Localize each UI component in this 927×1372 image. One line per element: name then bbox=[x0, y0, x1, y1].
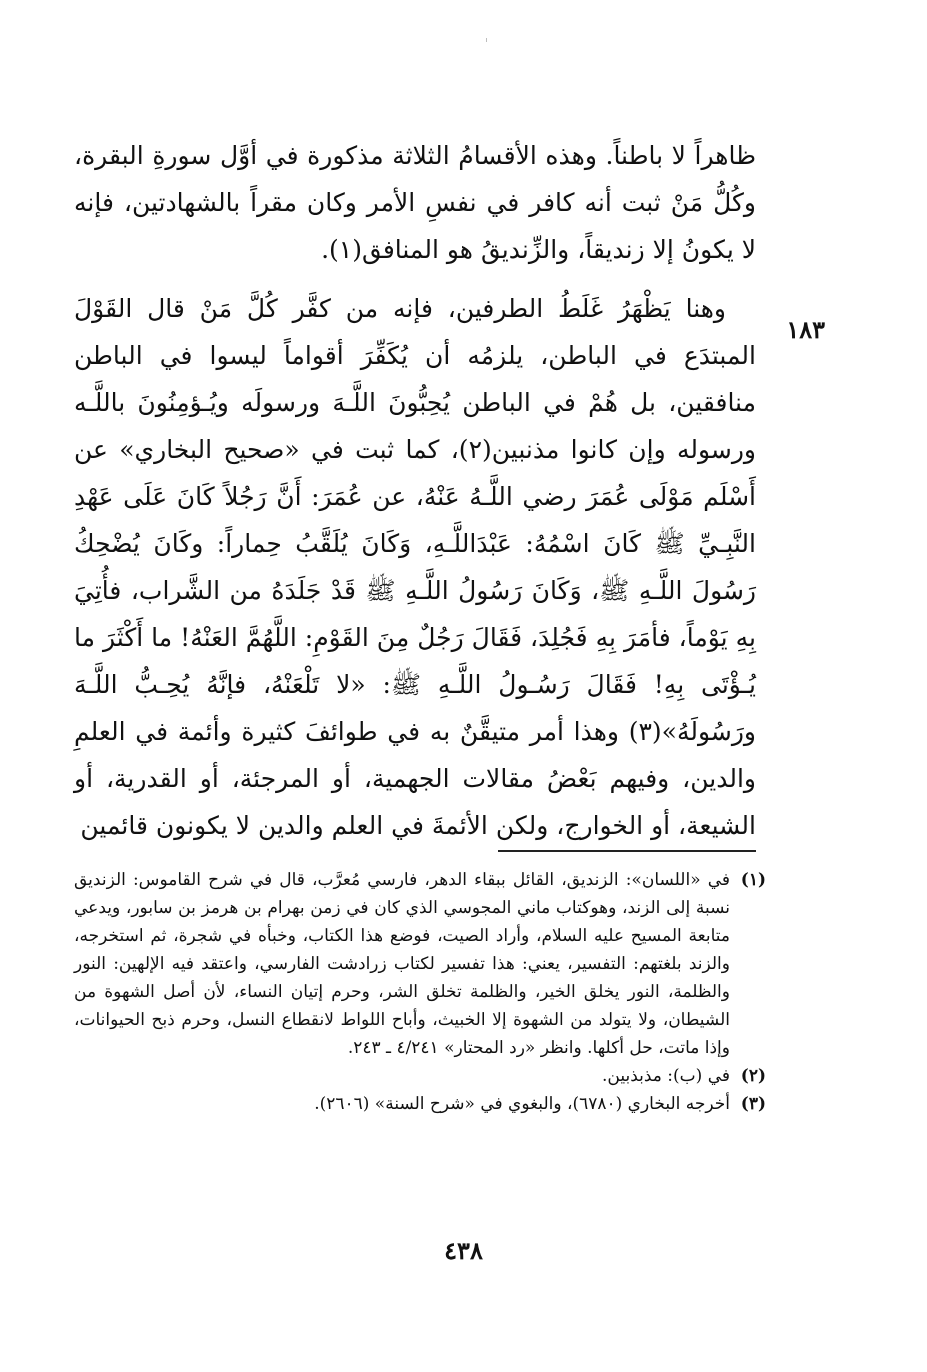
footnote-text: في «اللسان»: الزنديق، القائل ببقاء الدهر، فارسي مُعرَّب، قال في شرح القاموس: الزنديق نسبة إلى الزند، وهوكتاب ماني المجوسي الذي كان في زمن بهرام بن هرمز بن سابور، ويدعي متابعة المسيح عليه السلام، وأراد الصيت، فوضع هذا الكتاب، وخبأه في شجرة، ثم استخرجه، والزند بلغتهم: التفسير، يعني: هذا تفسير لكتاب زرادشت الفارسي، واعتقد فيه الإلهين: النور والظلمة، النور يخلق الخير، والظلمة تخلق الشر، وحرم إتيان النساء، لأن أصل الشهوة من الشيطان، ولا يتولد من الشهوة إلا الخبيث، وأباح اللواط لانقطاع النسل، وحرم ذبح الحيوانات، وإذا ماتت، حل أكلها. وانظر «رد المحتار» ٤/٢٤١ ـ ٢٤٣. bbox=[74, 870, 730, 1058]
footnote-number: (١) bbox=[740, 870, 766, 890]
paragraph-2: وهنا يَظْهَرُ غَلَطُ الطرفين، فإنه من كفَّر كُلَّ مَنْ قال القَوْلَ المبتدَع في الباطن، يلزمُه أن يُكَفِّرَ أقواماً ليسوا في الباطن منافقين، بل هُمْ في الباطن يُحِبُّونَ اللَّـهَ ورسولَه ويُـؤمِنُونَ باللَّـه ورسوله وإن كانوا مذنبين(٢)، كما ثبت في «صحيح البخاري» عن أَسْلَم مَوْلَى عُمَرَ رضي اللَّـهُ عَنْهُ، عن عُمَرَ: أَنَّ رَجُلاً كَانَ عَلَى عَهْدِ النَّبِـيِّ ﷺ كَانَ اسْمُهُ: عَبْدَاللَّـهِ، وَكَانَ يُلَقَّبُ حِماراً: وكَانَ يُضْحِكُ رَسُولَ اللَّـهِ ﷺ، وَكَانَ رَسُولُ اللَّـهِ ﷺ قَدْ جَلَدَهُ من الشَّراب، فأُتِيَ بِهِ يَوْماً، فأمَرَ بِهِ فَجُلِدَ، فَقَالَ رَجُلٌ مِنَ القَوْمِ: اللَّهُمَّ العَنْهُ! ما أَكْثَرَ ما يُـؤْتَى بِهِ! فَقَالَ رَسُـولُ اللَّـهِ ﷺ: «لا تَلْعَنْهُ، فإنَّهُ يُحِـبُّ اللَّـهَ ورَسُولَهُ»(٣) وهذا أمر متيقَّنٌ به في طوائفَ كثيرة وأئمة في العلمِ والدين، وفيهم بَعْضُ مقالات الجهمية، أو المرجئة، أو القدرية، أو الشيعة، أو الخوارج، ولكن الأئمةَ في العلم والدين لا يكونون قائمين bbox=[74, 294, 757, 840]
footnote-1 bbox=[74, 866, 766, 1062]
footnote-number: (٣) bbox=[740, 1094, 766, 1114]
footnote-3 bbox=[74, 1090, 766, 1118]
footnote-number: (٢) bbox=[740, 1066, 766, 1086]
main-text bbox=[74, 132, 756, 849]
paragraph-1: ظاهراً لا باطناً. وهذه الأقسامُ الثلاثة مذكورة في أوَّل سورةِ البقرة، وكُلُّ مَنْ ثبت أنه كافر في نفسِ الأمر وكان مقراً بالشهادتين، فإنه لا يكونُ إلا زنديقاً، والزِّنديقُ هو المنافق(١). bbox=[74, 141, 756, 264]
footnote-text: أخرجه البخاري (٦٧٨٠)، والبغوي في «شرح السنة» (٢٦٠٦). bbox=[314, 1094, 730, 1114]
scan-mark bbox=[486, 38, 487, 42]
section-number: ١٨٣ bbox=[786, 315, 825, 344]
footnote-separator bbox=[498, 850, 756, 852]
footnotes bbox=[74, 866, 766, 1118]
footnote-2 bbox=[74, 1062, 766, 1090]
footnote-text: في (ب): مذبذبين. bbox=[602, 1066, 730, 1086]
page-number: ٤٣٨ bbox=[444, 1236, 483, 1265]
